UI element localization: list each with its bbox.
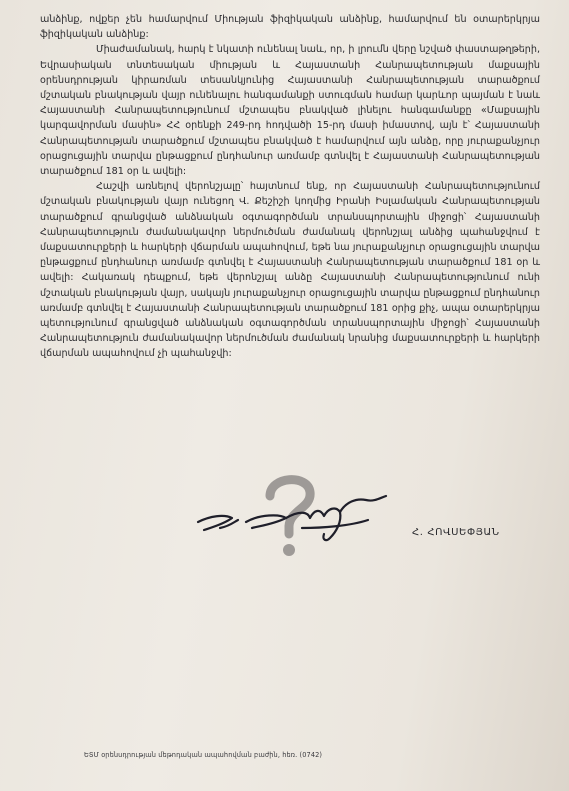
signature-block (190, 470, 400, 560)
paragraph-2: Միաժամանակ, հարկ է նկատի ունենալ նաև, որ, ի լրումն վերը նշված փաստաթղթերի, Եվրասիական տնտեսական միության և Հայաստանի Հանրապետության մաքսային օրենսդրության կիրառման տեսանկյունից Հայաստանի Հանրապետության տարածքում մշտական բնակության վայր ունենալու հանգամանքի ստուգման համար կարևոր պայման է նաև Հայաստանի Հանրապետությունում մշտապես բնակված լինելու հանգամանքը «Մաքսային կարգավորման մասին» ՀՀ օրենքի 249-րդ հոդվածի 15-րդ մասի իմաստով, այն է՝ Հայաստանի Հանրապետության տարածքում մշտապես բնակված է համարվում այն անձը, որը յուրաքանչյուր օրացուցային տարվա ընթացքում ընդհանուր առմամբ գտնվել է Հայաստանի Հանրապետության տարածքում 181 օր և ավելի: (40, 44, 540, 178)
document-body (40, 12, 540, 362)
footer-note: ԵՏՄ օրենսդրության մեթոդական ապահովման բաժին, հեռ. (0742) (84, 751, 323, 759)
paragraph-3: Հաշվի առնելով վերոնշյալը՝ հայտնում ենք, որ Հայաստանի Հանրապետությունում մշտական բնակության վայր ունեցող Վ. Քեշիշի կողմից Իրանի Իսլամական Հանրապետության տարածքում գրանցված անձնական օգտագործման տրանսպորտային միջոցի՝ Հայաստանի Հանրապետություն ժամանակավոր ներմուծման ժամանակ վերոնշյալ անձից պահանջվում է մաքսատուրքերի և հարկերի վճարման ապահովում, եթե նա յուրաքանչյուր օրացուցային տարվա ընթացքում ընդհանուր առմամբ գտնվել է Հայաստանի Հանրապետության տարածքում 181 օր և ավելի: Հակառակ դեպքում, եթե վերոնշյալ անձը Հայաստանի Հանրապետությունում ունի մշտական բնակության վայր, սակայն յուրաքանչյուր օրացուցային տարվա ընթացքում ընդհանուր առմամբ գտնվել է Հայաստանի Հանրապետության տարածքում 181 օրից քիչ, ապա օտարերկրյա պետությունում գրանցված անձնական օգտագործման տրանսպորտային միջոցի՝ Հայաստանի Հանրապետություն ժամանակավոր ներմուծման ժամանակ նրանից մաքսատուրքերի և հարկերի վճարման ապահովում չի պահանջվի: (40, 181, 540, 360)
signature-icon (190, 470, 400, 560)
signatory-name: Հ. ՀՈՎՍԵՓՅԱՆ (412, 527, 500, 538)
paragraph-1: անձինք, ովքեր չեն համարվում Միության ֆիզիկական անձինք, համարվում են օտարերկրյա ֆիզիկական անձինք: (40, 14, 540, 41)
question-mark-icon (270, 480, 310, 534)
